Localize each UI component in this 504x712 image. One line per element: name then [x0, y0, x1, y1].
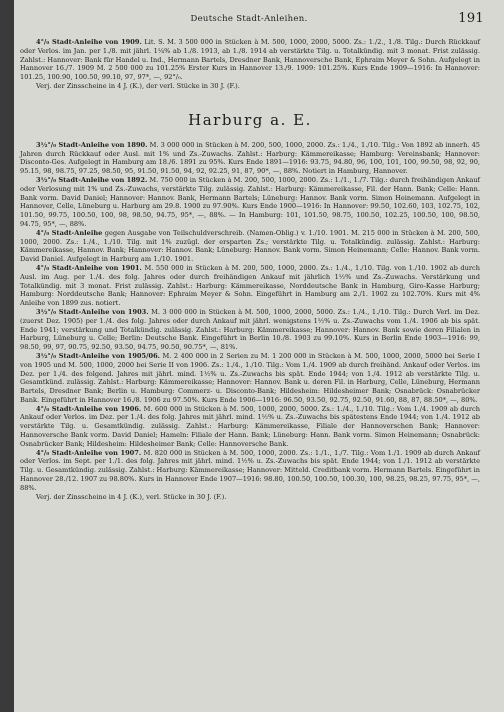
entry-title: 4°/₀ Stadt-Anleihe von 1907.	[36, 448, 142, 457]
document-page	[14, 0, 504, 712]
entry-title: 3½°/₀ Stadt-Anleihe von 1890.	[36, 140, 148, 149]
entry-text: gegen Ausgabe von Teilschuldverschreib. (Namen-Oblig.) v. 1./10. 1901. M. 215 000 in Stücken à M. 200, 500, 1000, 2000. Zs.: 1./4., 1./10. Tilg. mit 1% zuzügl. der ersparten Zs.; verstärkte Tilg. u. Totalkündig. zulässig. Zahlst.: Harburg: Kämmereikasse, Hannov. Bank; Hannover: Hannov. Bank; Lüneburg: Hannov. Bank vorm. Simon Heinemann; Celle: Hannov. Bank vorm. David Daniel. Aufgelegt in Harburg am 1./10. 1901.	[20, 228, 480, 264]
entry-text: M. 600 000 in Stücken à M. 500, 1000, 2000, 5000. Zs.: 1./4., 1./10. Tilg.: Vom 1./4. 1909 ab durch Ankauf oder Verlos. im Dez. per 1./4. des folg. Jahres mit jährl. mind. 1½% u. Zs.-Zuwachs bis spätestens Ende 1944; von 1./4. 1912 ab verstärkte Tilg. u. Gesamtkündig. zulässig. Zahlst.: Harburg: Kämmereikasse, Filiale der Hannoverschen Bank; Hannover: Hannoversche Bank vorm. David Daniel; Hameln: Filiale der Hann. Bank; Lüneburg: Hann. Bank vorm. Simon Heinemann; Osnabrück: Osnabrücker Bank; Hildesheim: Hildesheimer Bank; Celle: Hannoversche Bank.	[20, 404, 480, 448]
entry-footnote: Verj. der Zinsscheine in 4 J. (K.), der verl. Stücke in 30 J. (F.).	[36, 81, 240, 90]
entry-text: Lit. S. M. 3 500 000 in Stücken à M. 500, 1000, 2000, 5000. Zs.: 1./2., 1./8. Tilg.: Durch Rückkauf oder Verlos. im Jan. per 1./8. mit jährl. 1¼% ab 1./8. 1913, ab 1./8. 1914 ab verstärkte Tilg. u. Totalkündig. mit 3 monat. Frist zulässig. Zahlst.: Hannover: Bank für Handel u. Ind., Hermann Bartels, Dresdner Bank, Hannoversche Bank, Ephraim Meyer & Sohn. Aufgelegt in Hannover 16./7. 1909 M. 2 500 000 zu 101.25% Erster Kurs in Hannover 13./9. 1909: 101.25%. Kurs Ende 1909—1916: In Hannover: 101.25, 100.90, 100.50, 99.10, 97, 97*, —, 92°/₀.	[20, 38, 480, 82]
loan-entry-1905-06	[20, 352, 480, 405]
loan-entry-1907	[20, 449, 480, 493]
loan-entry-1901-namen	[20, 229, 480, 264]
footer-note: Verj. der Zinsscheine in 4 J. (K.), verl. Stücke in 30 J. (F.).	[36, 492, 227, 501]
entry-text: M. 3 000 000 in Stücken à M. 500, 1000, 2000, 5000. Zs.: 1./4., 1./10. Tilg.: Durch Verl. im Dez. (zuerst Dez. 1905) per 1./4. des folg. Jahres oder durch Ankauf mit jährl. wenigstens 1½% u. Zs.-Zuwachs vom 1./4. 1906 ab bis spät. Ende 1941; verstärkung und Totalkündig. zulässig. Zahlst.: Harburg: Kämmereikasse; Hannover: Hannov. Bank sowie deren Filialen in Harburg, Lüneburg u. Celle; Berlin: Deutsche Bank. Eingeführt in Berlin 10./8. 1903 zu 99.10%. Kurs in Berlin Ende 1903—1916: 99, 98.50, 99, 97, 90.75, 92.50, 93.50, 94.75, 90.50, 90.75*, —, 81%.	[20, 307, 480, 352]
loan-entry-1890	[20, 141, 480, 176]
loan-entry-1892	[20, 176, 480, 229]
loan-entry-1906	[20, 405, 480, 449]
loan-entry-1903	[20, 308, 480, 352]
page-number: 191	[458, 11, 484, 26]
page-body	[20, 38, 480, 501]
entry-text: M. 820 000 in Stücken à M. 500, 1000, 2000. Zs.: 1./1., 1./7. Tilg.: Vom 1./1. 1909 ab durch Ankauf oder Verlos. im Sept. per 1./1. des folg. Jahres mit jährl. mind. 1½% u. Zs.-Zuwachs bis spät. Ende 1944; von 1./1. 1912 ab verstärkte Tilg. u. Gesamtkündig. zulässig. Zahlst.: Harburg: Kämmereikasse; Hannover: Mitteld. Creditbank vorm. Hermann Bartels. Eingeführt in Hannover 28./12. 1907 zu 98.80%. Kurs in Hannover Ende 1907—1916: 98.80, 100.50, 100.50, 100.30, 100, 98.25, 98.25, 97.75, 95*, —, 88%.	[20, 448, 480, 492]
city-heading: Harburg a. E.	[188, 110, 312, 129]
entry-text: M. 750 000 in Stücken à M. 200, 500, 1000, 2000. Zs.: 1./1., 1./7. Tilg.: durch freihändigen Ankauf oder Verlosung mit 1% und Zs.-Zuwachs, verstärkte Tilg. zulässig. Zahlst.: Harburg: Kämmereikasse, Fil. der Hann. Bank; Celle: Hann. Bank vorm. David Daniel; Hannover: Hannov. Bank, Hermann Bartels; Lüneburg: Hannov. Bank vorm. Simon Heinemann. Aufgelegt in Hannover, Celle, Lüneburg u. Harburg am 29.8. 1900 zu 97.90%. Kurs Ende 1900—1916: In Hannover: 99.50, 102.60, 103, 102.75, 102, 101.50, 99.75, 100.50, 100, 98, 98.50, 94.75, 95*, —, 88%. — In Hamburg: 101, 101.50, 98.75, 100.50, 102.25, 100.50, 100, 98.50, 94.75, 95*, —, 88%.	[20, 175, 480, 228]
entry-title: 3½°/₀ Stadt-Anleihe von 1905/06.	[36, 351, 160, 360]
page-header	[14, 9, 484, 25]
loan-entry-1901	[20, 264, 480, 308]
entry-title: 4°/₀ Stadt-Anleihe von 1906.	[36, 404, 142, 413]
entry-title: 3½°/₀ Stadt-Anleihe von 1892.	[36, 175, 148, 184]
loan-entry-1909	[20, 38, 480, 82]
entry-text: M. 550 000 in Stücken à M. 200, 500, 1000, 2000. Zs.: 1./4., 1./10. Tilg. von 1./10. 1902 ab durch Ausl. im Aug. per 1./4. des folg. Jahres oder durch freihändigen Ankauf mit jährlich 1½% und Zs.-Zuwachs. Verstärkung und Totalkündig. mit 3 monat. Frist zulässig. Zahlst.: Harburg: Kämmereikasse, Norddeutsche Bank in Hamburg, Giro-Kasse Harburg; Hamburg: Norddeutsche Bank; Hannover: Ephraim Meyer & Sohn. Eingeführt in Hamburg am 2./1. 1902 zu 102.70%. Kurs mit 4% Anleihe von 1899 zus. notiert.	[20, 263, 480, 308]
entry-title: 4°/₀ Stadt-Anleihe von 1909.	[36, 38, 142, 46]
running-title: Deutsche Stadt-Anleihen.	[190, 14, 308, 24]
entry-text: M. 2 400 000 in 2 Serien zu M. 1 200 000 in Stücken à M. 500, 1000, 2000, 5000 bei Serie I von 1905 und M. 500, 1000, 2000 bei Serie II von 1906. Zs.: 1./4., 1./10. Tilg.: Vom 1./4. 1909 ab durch freihänd. Ankauf oder Verlos. im Dez. per 1./4. des folgend. Jahres mit jährl. mind. 1½% u. Zs.-Zuwachs bis spät. Ende 1944; von 1./4. 1912 ab verstärkte Tilg. u. Gesamtkünd. zulässig. Zahlst.: Harburg: Kämmereikasse; Hannover: Hannov. Bank u. deren Fil. in Harburg, Celle, Lüneburg, Hermann Bartels, Dresdner Bank; Berlin u. Hamburg: Commerz- u. Disconto-Bank; Hildesheim: Hildesheimer Bank; Osnabrück: Osnabrücker Bank. Eingeführt in Hannover 16./8. 1906 zu 97.50%. Kurs Ende 1906—1916: 96.50, 93.50, 92.75, 92.50, 91.60, 88, 87, 88.50*, —, 80%.	[20, 351, 480, 404]
entry-title: 4°/₀ Stadt-Anleihe	[36, 228, 103, 237]
entry-title: 3½°/₀ Stadt-Anleihe von 1903.	[36, 307, 149, 316]
entry-title: 4°/₀ Stadt-Anleihe von 1901.	[36, 263, 142, 272]
entry-text: M. 3 000 000 in Stücken à M. 200, 500, 1000, 2000. Zs.: 1./4., 1./10. Tilg.: Von 1892 ab innerh. 45 Jahren durch Rückkauf oder Ausl. mit 1% und Zs.-Zuwachs. Zahlst.: Harburg: Kämmereikasse; Hamburg: Vereinsbank; Hannover: Disconto-Ges. Aufgelegt in Hamburg am 18./6. 1891 zu 95%. Kurs Ende 1891—1916: 93.75, 94.80, 96, 100, 101, 100, 99.50, 98, 92, 90, 95.15, 98, 98.75, 97.25, 98.50, 95, 91.50, 91.50, 94, 92, 92.25, 91, 87, 90*, —, 88%. Notiert in Hamburg, Hannover.	[20, 140, 480, 176]
